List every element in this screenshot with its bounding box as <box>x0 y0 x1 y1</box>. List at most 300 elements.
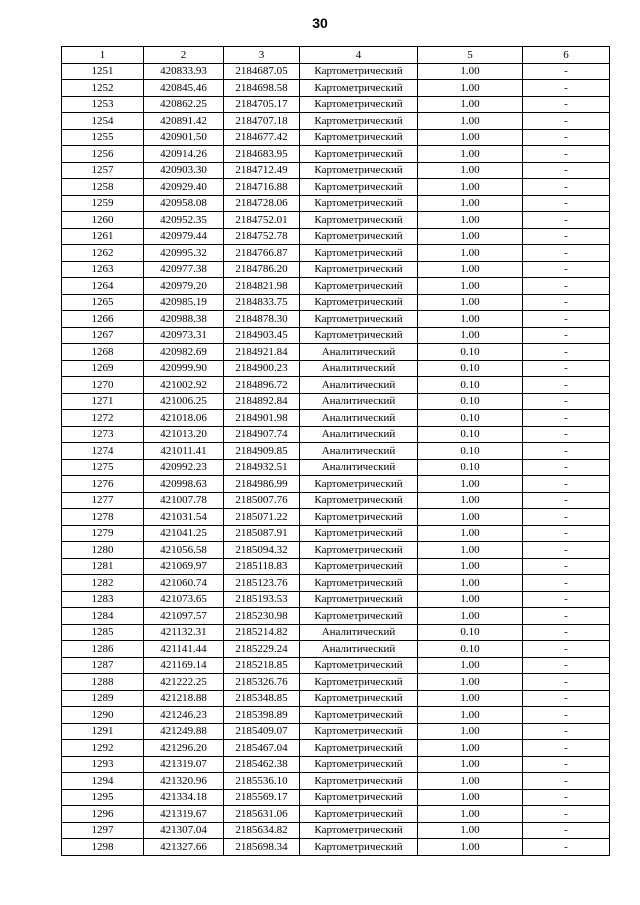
table-row <box>62 80 610 97</box>
table-cell: 421018.06 <box>144 410 224 427</box>
table-cell: - <box>523 575 610 592</box>
table-cell: 1.00 <box>418 707 523 724</box>
table-cell: 1.00 <box>418 96 523 113</box>
table-cell: - <box>523 113 610 130</box>
table-row <box>62 96 610 113</box>
table-cell: Аналитический <box>300 360 418 377</box>
table-cell: 1.00 <box>418 327 523 344</box>
table-cell: 2184907.74 <box>224 426 300 443</box>
table-cell: 2184683.95 <box>224 146 300 163</box>
table-row <box>62 575 610 592</box>
table-cell: 421097.57 <box>144 608 224 625</box>
table-cell: - <box>523 377 610 394</box>
table-cell: 421169.14 <box>144 657 224 674</box>
table-cell: 1.00 <box>418 278 523 295</box>
table-cell: 421007.78 <box>144 492 224 509</box>
table-row <box>62 509 610 526</box>
table-cell: - <box>523 789 610 806</box>
table-cell: 421073.65 <box>144 591 224 608</box>
table-row <box>62 624 610 641</box>
table-cell: 420999.90 <box>144 360 224 377</box>
table-cell: - <box>523 492 610 509</box>
table-cell: 2184716.88 <box>224 179 300 196</box>
table-row <box>62 311 610 328</box>
table-row <box>62 294 610 311</box>
table-cell: 1292 <box>62 740 144 757</box>
table-row <box>62 344 610 361</box>
table-cell: 421056.58 <box>144 542 224 559</box>
table-cell: - <box>523 162 610 179</box>
table-cell: 1281 <box>62 558 144 575</box>
table-cell: 1.00 <box>418 228 523 245</box>
table-cell: 2184901.98 <box>224 410 300 427</box>
table-cell: 2185348.85 <box>224 690 300 707</box>
table-cell: 420914.26 <box>144 146 224 163</box>
table-cell: Картометрический <box>300 822 418 839</box>
table-cell: 1260 <box>62 212 144 229</box>
table-cell: Картометрический <box>300 80 418 97</box>
table-cell: 2185087.91 <box>224 525 300 542</box>
table-cell: Картометрический <box>300 806 418 823</box>
table-cell: 1266 <box>62 311 144 328</box>
table-cell: 1.00 <box>418 756 523 773</box>
table-cell: 0.10 <box>418 344 523 361</box>
table-cell: Картометрический <box>300 228 418 245</box>
table-cell: - <box>523 476 610 493</box>
table-cell: 1.00 <box>418 146 523 163</box>
table-cell: - <box>523 707 610 724</box>
table-row <box>62 789 610 806</box>
table-cell: 420977.38 <box>144 261 224 278</box>
table-cell: 1277 <box>62 492 144 509</box>
table-cell: 1.00 <box>418 789 523 806</box>
header-row <box>62 47 610 64</box>
table-cell: Картометрический <box>300 96 418 113</box>
table-cell: - <box>523 245 610 262</box>
table-cell: Аналитический <box>300 443 418 460</box>
table-cell: 420929.40 <box>144 179 224 196</box>
table-cell: 421011.41 <box>144 443 224 460</box>
table-cell: 2184752.78 <box>224 228 300 245</box>
table-row <box>62 327 610 344</box>
table-cell: 1264 <box>62 278 144 295</box>
table-cell: 420958.08 <box>144 195 224 212</box>
table-cell: 1287 <box>62 657 144 674</box>
table-cell: 1283 <box>62 591 144 608</box>
table-cell: - <box>523 542 610 559</box>
table-cell: 2184687.05 <box>224 63 300 80</box>
table-row <box>62 476 610 493</box>
table-row <box>62 278 610 295</box>
table-row <box>62 443 610 460</box>
table-cell: 2185536.10 <box>224 773 300 790</box>
table-cell: - <box>523 674 610 691</box>
table-cell: Картометрический <box>300 839 418 856</box>
table-cell: 421006.25 <box>144 393 224 410</box>
table-cell: 2185634.82 <box>224 822 300 839</box>
table-row <box>62 459 610 476</box>
table-cell: - <box>523 839 610 856</box>
table-cell: - <box>523 179 610 196</box>
table-cell: Картометрический <box>300 542 418 559</box>
table-cell: 1295 <box>62 789 144 806</box>
table-cell: 2184903.45 <box>224 327 300 344</box>
table-cell: 0.10 <box>418 426 523 443</box>
table-cell: 2184821.98 <box>224 278 300 295</box>
table-cell: 1289 <box>62 690 144 707</box>
table-cell: 1276 <box>62 476 144 493</box>
table-cell: Картометрический <box>300 509 418 526</box>
table-cell: 421041.25 <box>144 525 224 542</box>
table-cell: 1.00 <box>418 608 523 625</box>
table-cell: 2184698.58 <box>224 80 300 97</box>
table-row <box>62 558 610 575</box>
table-cell: Картометрический <box>300 756 418 773</box>
table-cell: - <box>523 327 610 344</box>
table-cell: 2184712.49 <box>224 162 300 179</box>
table-cell: 2184921.84 <box>224 344 300 361</box>
table-row <box>62 426 610 443</box>
table-cell: 421296.20 <box>144 740 224 757</box>
table-cell: 1271 <box>62 393 144 410</box>
table-cell: - <box>523 608 610 625</box>
table-cell: 1255 <box>62 129 144 146</box>
table-row <box>62 822 610 839</box>
table-cell: - <box>523 443 610 460</box>
table-cell: 420988.38 <box>144 311 224 328</box>
table-cell: 2185467.04 <box>224 740 300 757</box>
header-cell: 1 <box>62 47 144 64</box>
table-row <box>62 707 610 724</box>
table-cell: Аналитический <box>300 624 418 641</box>
table-cell: Картометрический <box>300 591 418 608</box>
table-cell: 1296 <box>62 806 144 823</box>
table-cell: 2184878.30 <box>224 311 300 328</box>
table-row <box>62 740 610 757</box>
table-row <box>62 690 610 707</box>
table-cell: 1.00 <box>418 542 523 559</box>
table-cell: - <box>523 129 610 146</box>
table-cell: 1265 <box>62 294 144 311</box>
table-cell: 2185094.32 <box>224 542 300 559</box>
table-cell: 1.00 <box>418 575 523 592</box>
table-cell: Аналитический <box>300 426 418 443</box>
table-cell: 420998.63 <box>144 476 224 493</box>
table-cell: 0.10 <box>418 377 523 394</box>
table-cell: 421334.18 <box>144 789 224 806</box>
table-cell: 420901.50 <box>144 129 224 146</box>
table-cell: 2184728.06 <box>224 195 300 212</box>
table-cell: Картометрический <box>300 608 418 625</box>
header-cell: 6 <box>523 47 610 64</box>
table-cell: 421222.25 <box>144 674 224 691</box>
table-row <box>62 228 610 245</box>
table-cell: Картометрический <box>300 558 418 575</box>
table-cell: - <box>523 344 610 361</box>
table-cell: Картометрический <box>300 789 418 806</box>
table-cell: - <box>523 212 610 229</box>
table-cell: 421319.67 <box>144 806 224 823</box>
table-cell: 1.00 <box>418 195 523 212</box>
table-cell: Картометрический <box>300 690 418 707</box>
table-cell: 1.00 <box>418 294 523 311</box>
table-cell: Картометрический <box>300 146 418 163</box>
table-cell: 2184900.23 <box>224 360 300 377</box>
table-cell: 1267 <box>62 327 144 344</box>
table-cell: Картометрический <box>300 212 418 229</box>
table-cell: Картометрический <box>300 740 418 757</box>
table-cell: 2185398.89 <box>224 707 300 724</box>
table-cell: Картометрический <box>300 129 418 146</box>
table-cell: 421013.20 <box>144 426 224 443</box>
table-cell: 1285 <box>62 624 144 641</box>
table-cell: Картометрический <box>300 261 418 278</box>
table-cell: 1.00 <box>418 311 523 328</box>
table-row <box>62 261 610 278</box>
table-cell: 421031.54 <box>144 509 224 526</box>
table-cell: Аналитический <box>300 344 418 361</box>
table-row <box>62 525 610 542</box>
table-cell: Картометрический <box>300 311 418 328</box>
table-cell: 2184707.18 <box>224 113 300 130</box>
table-cell: Картометрический <box>300 294 418 311</box>
table-cell: Картометрический <box>300 327 418 344</box>
header-cell: 3 <box>224 47 300 64</box>
table-cell: 421327.66 <box>144 839 224 856</box>
table-row <box>62 608 610 625</box>
table-cell: 420995.32 <box>144 245 224 262</box>
table-cell: 420903.30 <box>144 162 224 179</box>
table-cell: 2185193.53 <box>224 591 300 608</box>
table-cell: 2184833.75 <box>224 294 300 311</box>
table-row <box>62 113 610 130</box>
table-cell: 2184932.51 <box>224 459 300 476</box>
table-cell: 2185218.85 <box>224 657 300 674</box>
table-cell: 1293 <box>62 756 144 773</box>
table-cell: 1274 <box>62 443 144 460</box>
table-cell: - <box>523 195 610 212</box>
table-cell: 2185071.22 <box>224 509 300 526</box>
table-row <box>62 806 610 823</box>
table-cell: 421069.97 <box>144 558 224 575</box>
table-cell: 1263 <box>62 261 144 278</box>
table-row <box>62 377 610 394</box>
table-row <box>62 773 610 790</box>
table-cell: - <box>523 311 610 328</box>
table-cell: 1.00 <box>418 822 523 839</box>
table-cell: - <box>523 278 610 295</box>
table-row <box>62 723 610 740</box>
table-cell: 421246.23 <box>144 707 224 724</box>
table-cell: 420985.19 <box>144 294 224 311</box>
table-row <box>62 129 610 146</box>
table-cell: 1.00 <box>418 245 523 262</box>
table-cell: 421218.88 <box>144 690 224 707</box>
table-cell: 2185118.83 <box>224 558 300 575</box>
table-cell: 1268 <box>62 344 144 361</box>
table-cell: 1251 <box>62 63 144 80</box>
table-cell: Картометрический <box>300 113 418 130</box>
table-cell: - <box>523 426 610 443</box>
table-cell: 2184705.17 <box>224 96 300 113</box>
table-cell: 1297 <box>62 822 144 839</box>
table-row <box>62 179 610 196</box>
table-cell: 421307.04 <box>144 822 224 839</box>
table-row <box>62 756 610 773</box>
table-cell: 1.00 <box>418 657 523 674</box>
table-cell: Картометрический <box>300 492 418 509</box>
table-body <box>62 63 610 855</box>
table-cell: 2184896.72 <box>224 377 300 394</box>
table-cell: 1273 <box>62 426 144 443</box>
table-cell: Аналитический <box>300 641 418 658</box>
table-cell: 1.00 <box>418 509 523 526</box>
table-cell: 420979.20 <box>144 278 224 295</box>
table-cell: - <box>523 261 610 278</box>
table-cell: - <box>523 294 610 311</box>
table-cell: - <box>523 459 610 476</box>
table-cell: 421249.88 <box>144 723 224 740</box>
table-cell: 2185326.76 <box>224 674 300 691</box>
table-cell: 1.00 <box>418 723 523 740</box>
table-cell: 2184892.84 <box>224 393 300 410</box>
table-cell: Картометрический <box>300 179 418 196</box>
table-row <box>62 360 610 377</box>
table-cell: - <box>523 723 610 740</box>
table-cell: 1.00 <box>418 591 523 608</box>
table-cell: Картометрический <box>300 63 418 80</box>
table-cell: 1.00 <box>418 63 523 80</box>
table-cell: - <box>523 393 610 410</box>
table-cell: - <box>523 624 610 641</box>
table-cell: 1286 <box>62 641 144 658</box>
table-cell: 1284 <box>62 608 144 625</box>
table-cell: 1279 <box>62 525 144 542</box>
table-cell: 1.00 <box>418 162 523 179</box>
table-cell: Аналитический <box>300 393 418 410</box>
table-cell: - <box>523 641 610 658</box>
table-cell: 2184677.42 <box>224 129 300 146</box>
table-cell: Картометрический <box>300 773 418 790</box>
table-row <box>62 839 610 856</box>
table-cell: 1.00 <box>418 806 523 823</box>
table-cell: 421060.74 <box>144 575 224 592</box>
table-cell: - <box>523 146 610 163</box>
table-cell: - <box>523 525 610 542</box>
table-cell: 420982.69 <box>144 344 224 361</box>
table-cell: Картометрический <box>300 162 418 179</box>
table-cell: 1.00 <box>418 740 523 757</box>
table-cell: - <box>523 80 610 97</box>
table-header <box>62 47 610 64</box>
table-cell: 1269 <box>62 360 144 377</box>
table-cell: Аналитический <box>300 459 418 476</box>
table-cell: 420979.44 <box>144 228 224 245</box>
table-cell: 1272 <box>62 410 144 427</box>
table-cell: 2185214.82 <box>224 624 300 641</box>
table-cell: 2185123.76 <box>224 575 300 592</box>
table-row <box>62 657 610 674</box>
header-cell: 4 <box>300 47 418 64</box>
table-cell: 0.10 <box>418 641 523 658</box>
table-cell: 1278 <box>62 509 144 526</box>
table-cell: Аналитический <box>300 377 418 394</box>
table-cell: - <box>523 96 610 113</box>
table-cell: 1.00 <box>418 839 523 856</box>
table-cell: 2185007.76 <box>224 492 300 509</box>
table-cell: 421141.44 <box>144 641 224 658</box>
table-cell: 1254 <box>62 113 144 130</box>
table-cell: 1.00 <box>418 525 523 542</box>
table-cell: 1290 <box>62 707 144 724</box>
header-cell: 2 <box>144 47 224 64</box>
table-cell: 2185569.17 <box>224 789 300 806</box>
table-cell: 1.00 <box>418 773 523 790</box>
table-cell: Картометрический <box>300 575 418 592</box>
table-cell: Картометрический <box>300 707 418 724</box>
table-cell: 421132.31 <box>144 624 224 641</box>
table-cell: 0.10 <box>418 393 523 410</box>
table-cell: Картометрический <box>300 476 418 493</box>
table-row <box>62 212 610 229</box>
table-cell: 1275 <box>62 459 144 476</box>
table-cell: 1.00 <box>418 690 523 707</box>
table-cell: 1.00 <box>418 476 523 493</box>
table-cell: 2185631.06 <box>224 806 300 823</box>
table-cell: 1291 <box>62 723 144 740</box>
table-cell: - <box>523 657 610 674</box>
coordinates-table <box>61 46 610 856</box>
table-cell: Аналитический <box>300 410 418 427</box>
header-cell: 5 <box>418 47 523 64</box>
table-cell: 1.00 <box>418 492 523 509</box>
table-cell: Картометрический <box>300 195 418 212</box>
table-row <box>62 195 610 212</box>
table-cell: - <box>523 63 610 80</box>
table-cell: - <box>523 773 610 790</box>
table-cell: 420952.35 <box>144 212 224 229</box>
table-row <box>62 393 610 410</box>
table-cell: - <box>523 591 610 608</box>
table-cell: - <box>523 690 610 707</box>
table-cell: Картометрический <box>300 278 418 295</box>
table-cell: 0.10 <box>418 443 523 460</box>
table-cell: - <box>523 822 610 839</box>
table-cell: 2185229.24 <box>224 641 300 658</box>
table-cell: 1280 <box>62 542 144 559</box>
table-cell: 1.00 <box>418 261 523 278</box>
table-cell: 420891.42 <box>144 113 224 130</box>
table-cell: 2185698.34 <box>224 839 300 856</box>
table-cell: 420845.46 <box>144 80 224 97</box>
table-cell: 421002.92 <box>144 377 224 394</box>
table-cell: 1294 <box>62 773 144 790</box>
table-cell: 0.10 <box>418 360 523 377</box>
table-cell: 1258 <box>62 179 144 196</box>
table-cell: 1.00 <box>418 129 523 146</box>
table-cell: Картометрический <box>300 657 418 674</box>
table-cell: 2184786.20 <box>224 261 300 278</box>
table-cell: 1262 <box>62 245 144 262</box>
table-cell: - <box>523 410 610 427</box>
table-cell: 420992.23 <box>144 459 224 476</box>
table-cell: 1.00 <box>418 558 523 575</box>
table-cell: 1259 <box>62 195 144 212</box>
table-cell: 420833.93 <box>144 63 224 80</box>
table-cell: 1253 <box>62 96 144 113</box>
table-cell: 2184909.85 <box>224 443 300 460</box>
page-number: 30 <box>312 15 328 31</box>
